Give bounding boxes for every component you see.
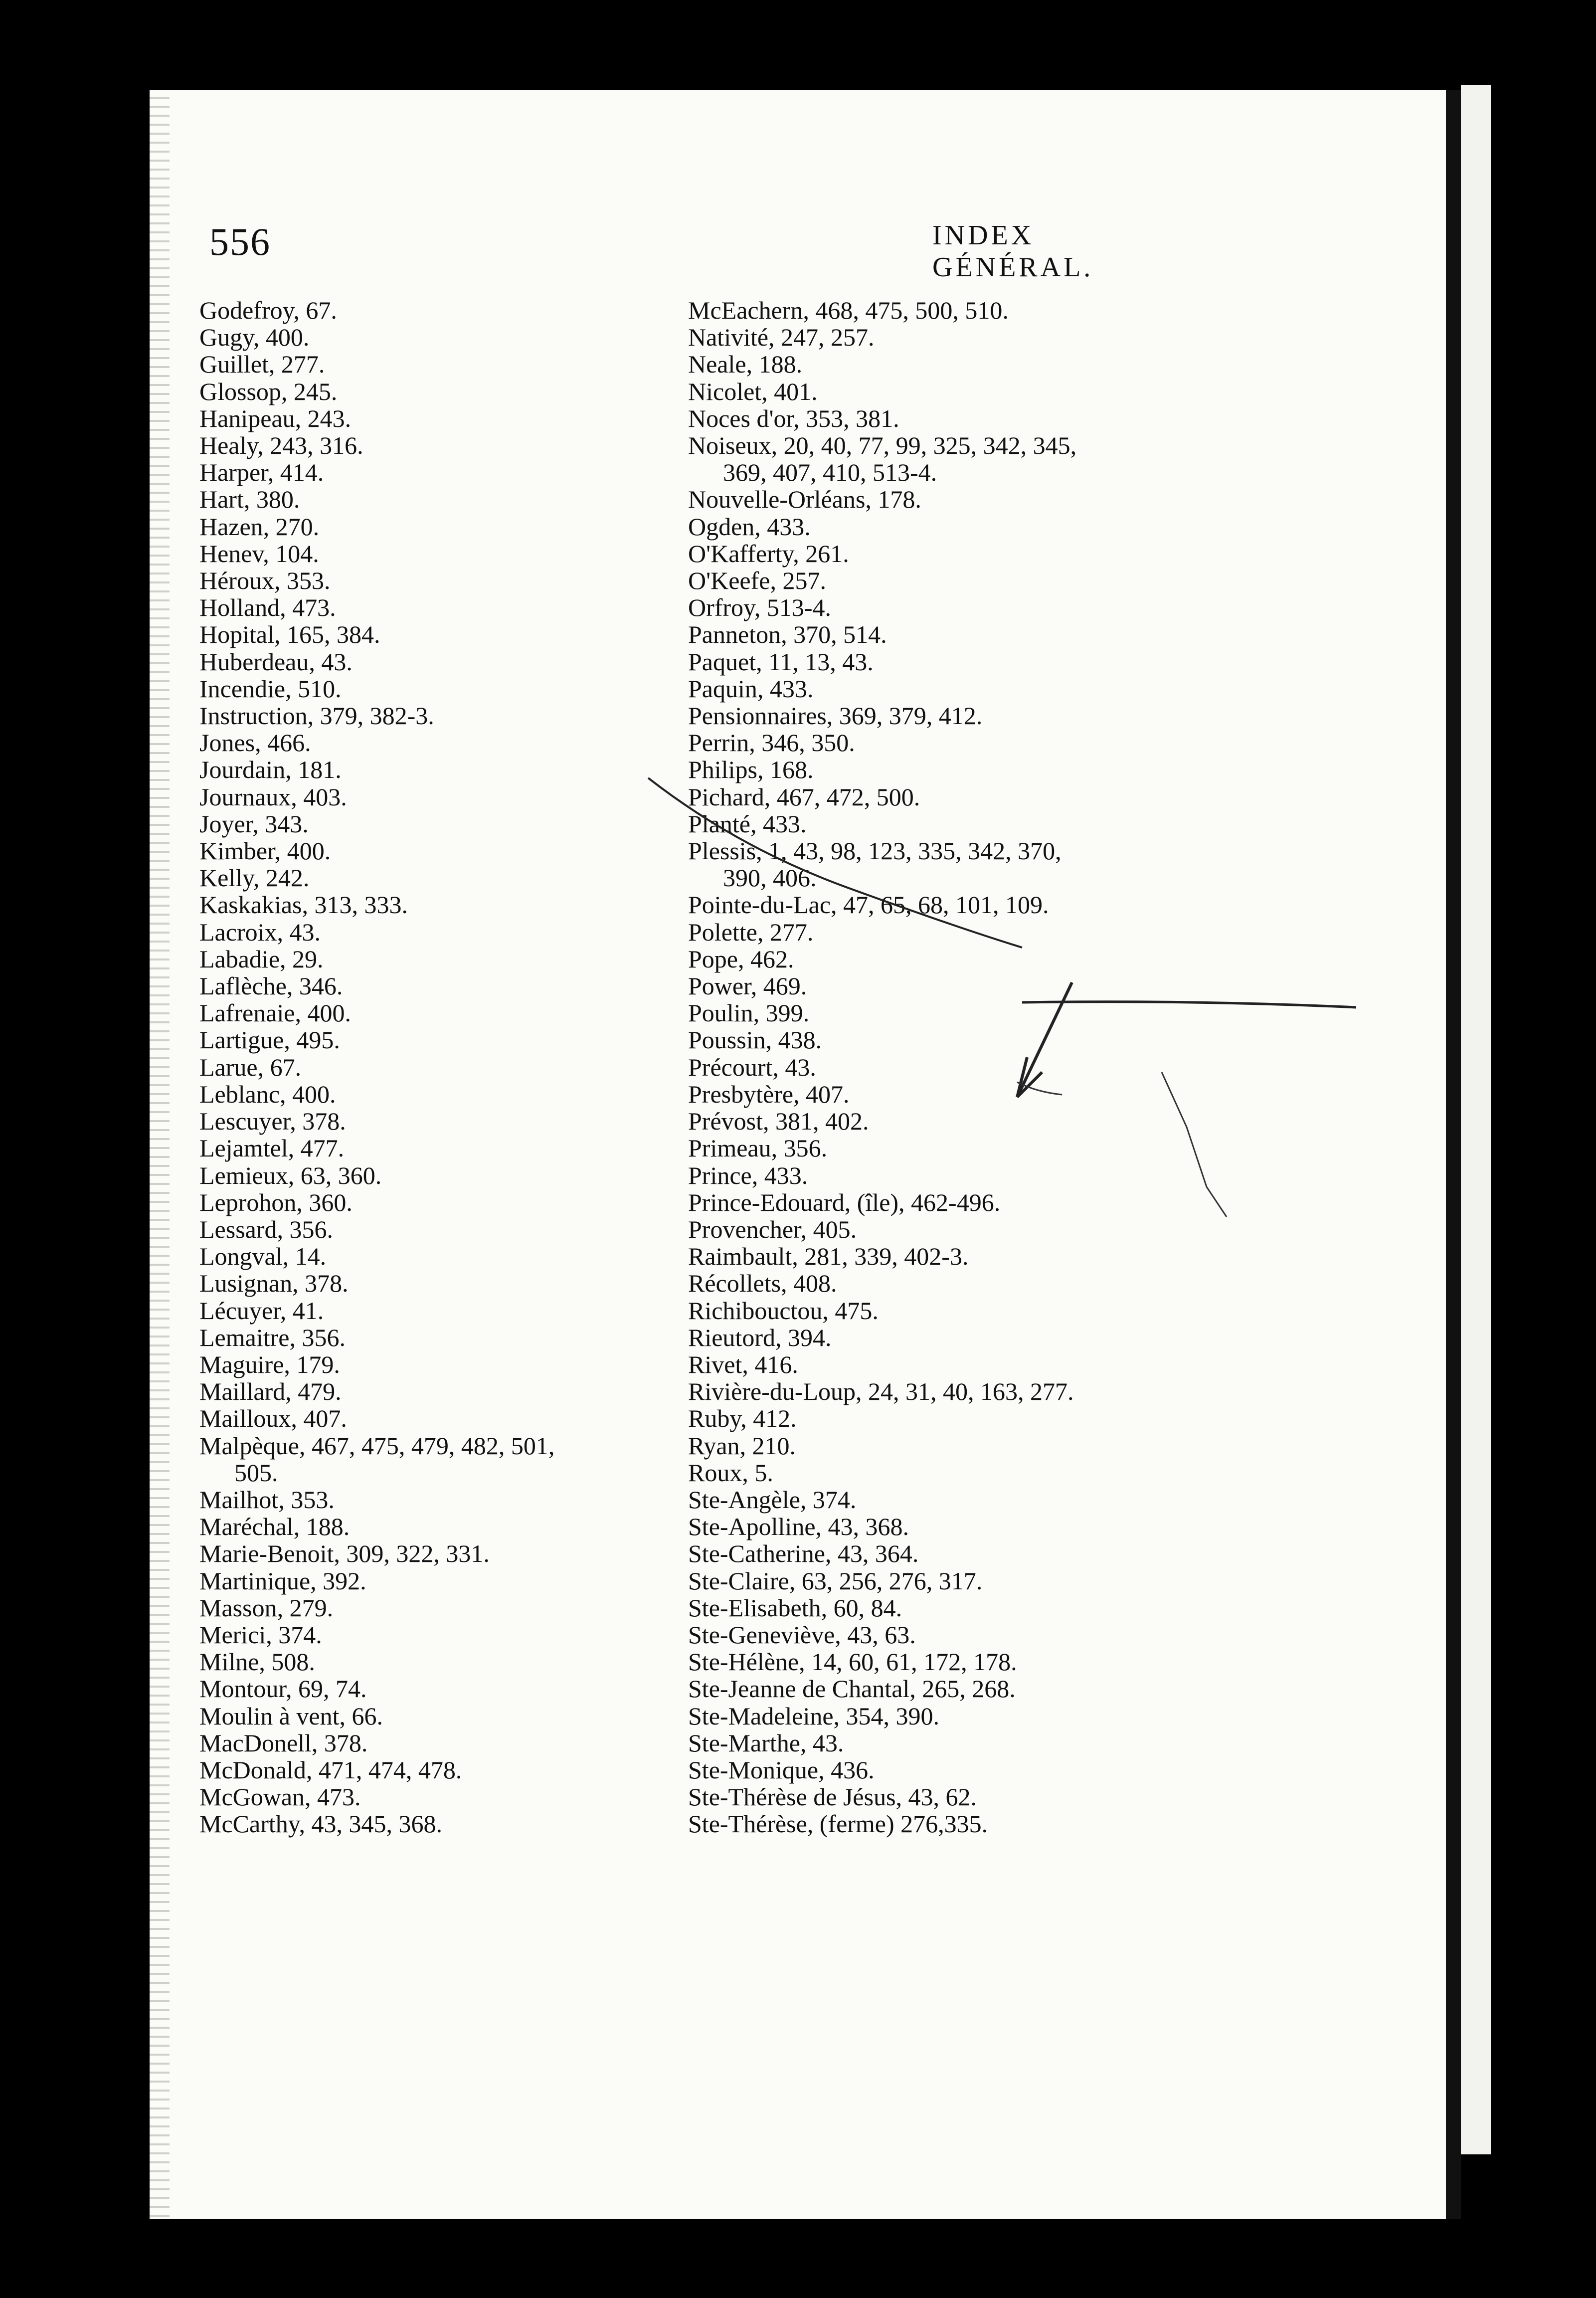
index-entry: O'Kafferty, 261. [688,539,849,568]
index-entry: Henev, 104. [199,539,319,568]
index-entry: Ste-Madeleine, 354, 390. [688,1702,940,1730]
index-entry: Masson, 279. [199,1593,334,1622]
index-entry: Ste-Marthe, 43. [688,1728,844,1757]
index-entry: Kimber, 400. [199,837,331,865]
index-entry: Précourt, 43. [688,1053,816,1081]
index-entry: Raimbault, 281, 339, 402-3. [688,1242,969,1271]
index-entry: Orfroy, 513-4. [688,593,831,622]
index-entry: Pope, 462. [688,945,794,973]
index-entry: Huberdeau, 43. [199,647,353,676]
index-entry: Larue, 67. [199,1053,302,1081]
index-entry: Gugy, 400. [199,323,310,352]
index-entry: Rieutord, 394. [688,1323,832,1351]
index-entry: Richibouctou, 475. [688,1296,879,1325]
index-entry: Jones, 466. [199,729,311,757]
pen-stroke-line [648,778,1022,948]
index-entry: Ste-Thérèse, (ferme) 276,335. [688,1810,988,1838]
index-entry: Ste-Apolline, 43, 368. [688,1513,909,1541]
index-entry: Ste-Catherine, 43, 364. [688,1539,919,1568]
index-entry: Hanipeau, 243. [199,404,352,432]
index-entry: Mailhot, 353. [199,1485,335,1514]
index-entry: Maréchal, 188. [199,1513,350,1541]
index-entry: Ste-Thérèse de Jésus, 43, 62. [688,1783,977,1811]
index-entry: Glossop, 245. [199,377,338,405]
index-entry: Lécuyer, 41. [199,1296,324,1325]
index-entry: Provencher, 405. [688,1215,857,1243]
index-entry: Marie-Benoit, 309, 322, 331. [199,1539,490,1568]
index-entry: 390, 406. [723,864,817,892]
index-entry: Paquin, 433. [688,674,814,703]
index-entry: Ryan, 210. [688,1431,796,1460]
index-entry: McEachern, 468, 475, 500, 510. [688,296,1009,324]
index-entry: Lusignan, 378. [199,1269,349,1298]
index-entry: Lemieux, 63, 360. [199,1161,382,1189]
index-entry: Hopital, 165, 384. [199,620,380,649]
index-entry: Roux, 5. [688,1458,773,1487]
index-entry: Primeau, 356. [688,1134,828,1162]
pen-scribble [1022,1002,1356,1007]
index-entry: McCarthy, 43, 345, 368. [199,1810,442,1838]
index-entry: Ste-Elisabeth, 60, 84. [688,1593,902,1622]
index-entry: Joyer, 343. [199,809,309,838]
index-entry: Maguire, 179. [199,1350,340,1378]
index-entry: Nativité, 247, 257. [688,323,875,352]
index-entry: Polette, 277. [688,918,814,946]
index-entry: Pensionnaires, 369, 379, 412. [688,702,983,730]
index-entry: Journaux, 403. [199,782,347,811]
index-entry: Harper, 414. [199,458,324,487]
index-entry: Laflèche, 346. [199,972,343,1000]
index-entry: Incendie, 510. [199,674,342,703]
index-entry: Ste-Jeanne de Chantal, 265, 268. [688,1675,1016,1703]
index-entry: Lessard, 356. [199,1215,333,1243]
index-entry: Lafrenaie, 400. [199,999,352,1027]
index-entry: Ruby, 412. [688,1404,797,1433]
index-entry: Martinique, 392. [199,1566,366,1595]
index-entry: Godefroy, 67. [199,296,337,324]
index-entry: Lescuyer, 378. [199,1107,346,1136]
index-entry: Leprohon, 360. [199,1188,353,1216]
index-entry: Prince-Edouard, (île), 462-496. [688,1188,1001,1216]
index-entry: Guillet, 277. [199,350,325,379]
index-entry: Labadie, 29. [199,945,324,973]
index-entry: Pointe-du-Lac, 47, 65, 68, 101, 109. [688,891,1049,919]
index-entry: Maillard, 479. [199,1377,342,1406]
index-entry: O'Keefe, 257. [688,567,826,595]
index-entry: Presbytère, 407. [688,1080,850,1108]
index-entry: Mailloux, 407. [199,1404,347,1433]
index-entry: Planté, 433. [688,809,807,838]
running-title: INDEX GÉNÉRAL. [932,220,1094,283]
index-entry: Neale, 188. [688,350,803,379]
index-entry: Héroux, 353. [199,567,331,595]
index-entry: Pichard, 467, 472, 500. [688,782,920,811]
pen-stroke-right [1162,1072,1227,1217]
index-entry: Rivet, 416. [688,1350,798,1378]
index-entry: Montour, 69, 74. [199,1675,367,1703]
index-entry: Lejamtel, 477. [199,1134,345,1162]
index-entry: Lartigue, 495. [199,1026,340,1054]
index-entry: Merici, 374. [199,1620,322,1649]
index-entry: Hazen, 270. [199,512,320,541]
index-entry: Longval, 14. [199,1242,327,1271]
index-entry: Panneton, 370, 514. [688,620,887,649]
index-entry: MacDonell, 378. [199,1728,368,1757]
index-entry: Kaskakias, 313, 333. [199,891,408,919]
index-entry: McGowan, 473. [199,1783,361,1811]
index-entry: Lacroix, 43. [199,918,321,946]
index-entry: Plessis, 1, 43, 98, 123, 335, 342, 370, [688,837,1062,865]
index-entry: Ogden, 433. [688,512,811,541]
index-entry: Ste-Claire, 63, 256, 276, 317. [688,1566,983,1595]
index-entry: Poussin, 438. [688,1026,822,1054]
index-entry: Instruction, 379, 382-3. [199,702,434,730]
index-entry: Ste-Monique, 436. [688,1755,875,1784]
index-entry: Healy, 243, 316. [199,431,363,460]
index-entry: Noces d'or, 353, 381. [688,404,899,432]
index-entry: Ste-Angèle, 374. [688,1485,857,1514]
index-entry: Ste-Hélène, 14, 60, 61, 172, 178. [688,1648,1017,1676]
index-entry: McDonald, 471, 474, 478. [199,1755,462,1784]
index-entry: Ste-Geneviève, 43, 63. [688,1620,916,1649]
index-entry: Lemaitre, 356. [199,1323,346,1351]
index-entry: Perrin, 346, 350. [688,729,855,757]
index-entry: Noiseux, 20, 40, 77, 99, 325, 342, 345, [688,431,1077,460]
index-entry: 369, 407, 410, 513-4. [723,458,937,487]
index-entry: Prince, 433. [688,1161,808,1189]
index-entry: Leblanc, 400. [199,1080,336,1108]
index-entry: Holland, 473. [199,593,336,622]
index-entry: Milne, 508. [199,1648,315,1676]
index-entry: Paquet, 11, 13, 43. [688,647,874,676]
index-entry: Prévost, 381, 402. [688,1107,869,1136]
index-entry: Malpèque, 467, 475, 479, 482, 501, [199,1431,555,1460]
index-entry: 505. [234,1458,278,1487]
index-entry: Récollets, 408. [688,1269,837,1298]
index-entry: Power, 469. [688,972,807,1000]
index-entry: Kelly, 242. [199,864,310,892]
pen-arrow-stroke [1017,982,1072,1097]
index-entry: Jourdain, 181. [199,756,342,784]
index-entry: Hart, 380. [199,485,300,514]
index-entry: Nicolet, 401. [688,377,818,405]
index-entry: Moulin à vent, 66. [199,1702,383,1730]
index-entry: Philips, 168. [688,756,814,784]
index-entry: Nouvelle-Orléans, 178. [688,485,921,514]
index-entry: Poulin, 399. [688,999,810,1027]
page-number: 556 [209,220,271,263]
index-entry: Rivière-du-Loup, 24, 31, 40, 163, 277. [688,1377,1074,1406]
